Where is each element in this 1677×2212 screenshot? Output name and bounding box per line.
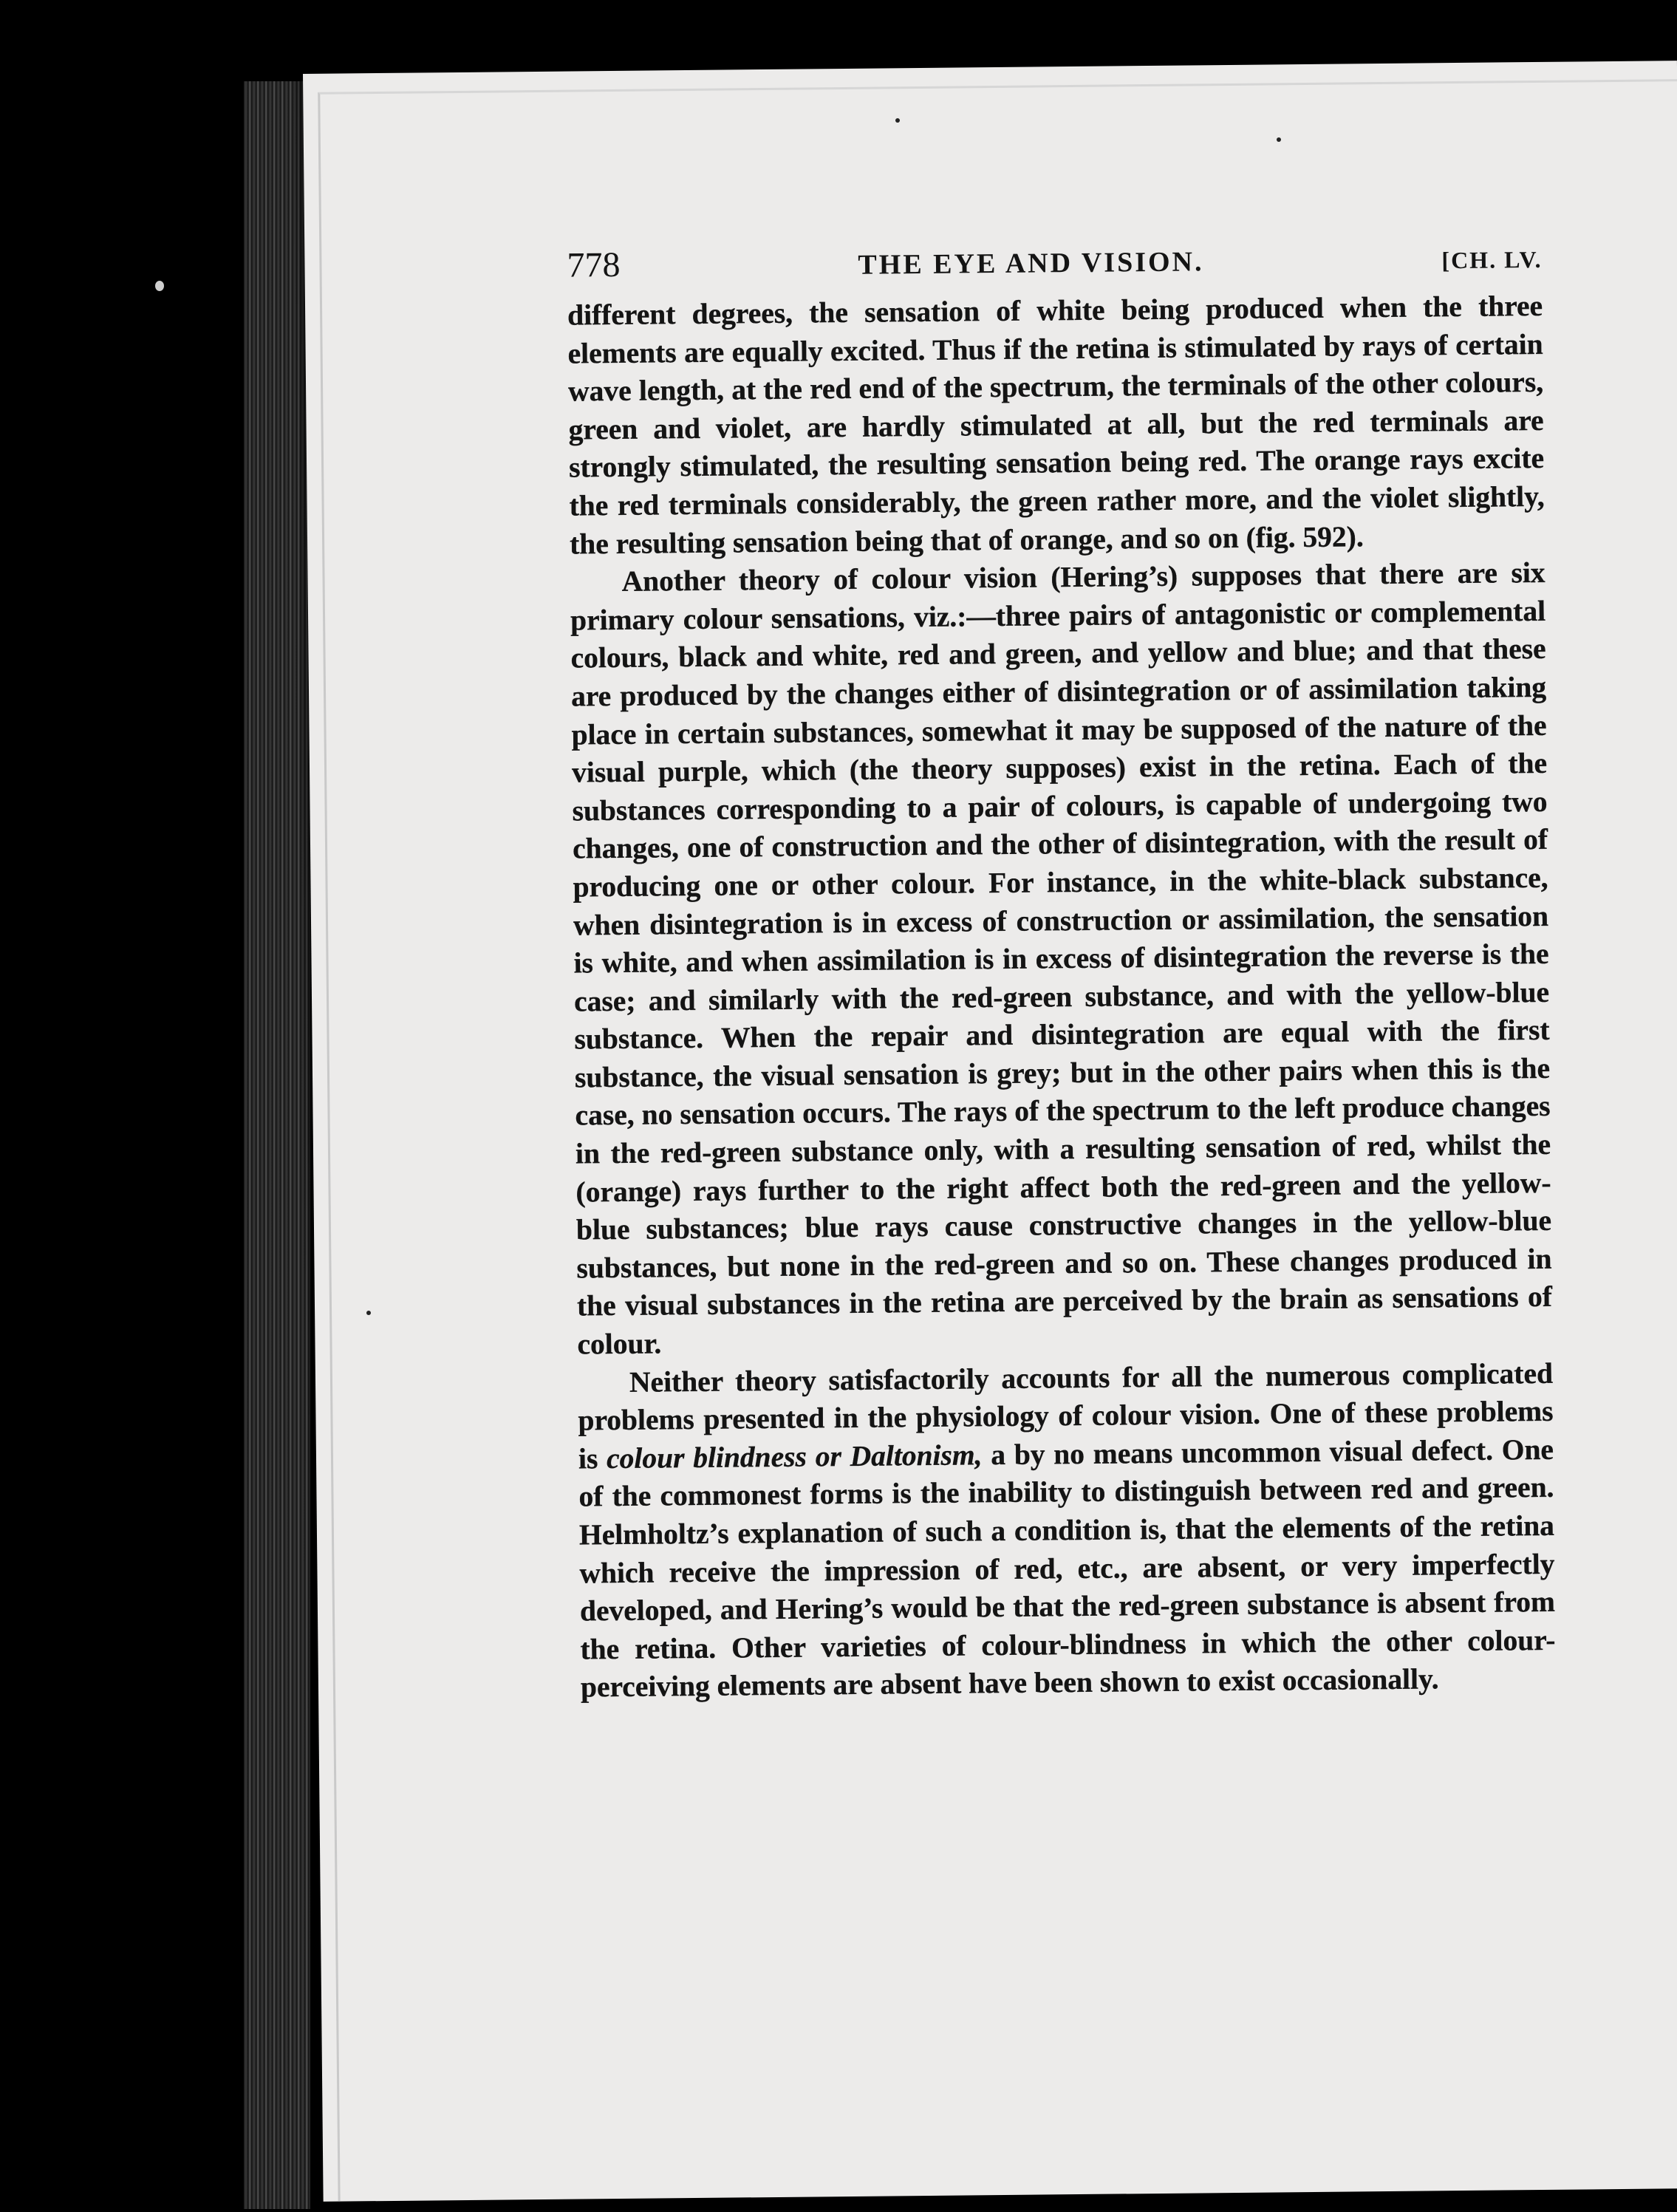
- page-number: 778: [567, 245, 621, 285]
- paragraph-2: Another theory of colour vision (Hering’s) supposes that there are six primary colour sensations, viz.:—three pairs of antagonistic or complemental colours, black and white, red and green, and yellow and blue; and that these are produced by the changes either of disintegration or of assimilation taking place in certain substances, somewhat it may be supposed of the nature of the visual purple, which (the theory supposes) exist in the retina. Each of the substances corresponding to a pair of colours, is capable of undergoing two changes, one of construction and the other of disintegration, with the result of producing one or other colour. For instance, in the white-black substance, when disintegration is in excess of construction or assimilation, the sensation is white, and when assimilation is in excess of disintegration the reverse is the case; and similarly with the red-green substance, and with the yellow-blue substance. When the repair and disintegration are equal with the first substance, the visual sensation is grey; but in the other pairs when this is the case, no sensation occurs. The rays of the spectrum to the left produce changes in the red-green substance only, with a resulting sensation of red, whilst the (orange) rays further to the right affect both the red-green and the yellow-blue substances; blue rays cause constructive changes in the yellow-blue substances, but none in the red-green and so on. These changes produced in the visual substances in the retina are perceived by the brain as sensations of colour.: [570, 556, 1553, 1361]
- book-page: [303, 61, 1677, 2202]
- chapter-reference: [CH. LV.: [1441, 245, 1543, 274]
- running-header: [567, 236, 1543, 294]
- scan-speck: [1277, 137, 1281, 142]
- paragraph-3: [578, 1354, 1556, 1707]
- scan-speck: [895, 118, 900, 123]
- running-title: THE EYE AND VISION.: [858, 246, 1204, 281]
- paragraph-3-italic-term: colour blindness or Daltonism,: [606, 1438, 983, 1475]
- page-text-block: [567, 236, 1556, 1707]
- paragraph-1: different degrees, the sensation of white being produced when the three elements are equally excited. Thus if the retina is stimulated by rays of certain wave length, at the red end of the spectrum, the terminals of the other colours, green and violet, are hardly stimulated at all, but the red terminals are strongly stimulated, the resulting sensation being red. The orange rays excite the red terminals considerably, the green rather more, and the violet slightly, the resulting sensation being that of orange, and so on (fig. 592).: [567, 289, 1545, 561]
- scan-speck: [155, 281, 164, 291]
- page-edge-stack: [244, 81, 310, 2209]
- paragraph-3-text-before: Neither theory satisfactorily accounts for all the numerous complicated problems presented in the physiology of colour vision. One of these problems is: [578, 1356, 1554, 1475]
- scan-speck: [366, 1311, 371, 1315]
- paragraph-3-text-after: a by no means uncommon visual defect. One of the commonest forms is the inability to distinguish between red and green. Helmholtz’s explanation of such a condition is, that the elements of the retina which receive the impression of red, etc., are absent, or very imperfectly developed, and Hering’s would be that the red-green substance is absent from the retina. Other varieties of colour-blindness in which the other colour-perceiving elements are absent have been shown to exist occasionally.: [578, 1433, 1556, 1704]
